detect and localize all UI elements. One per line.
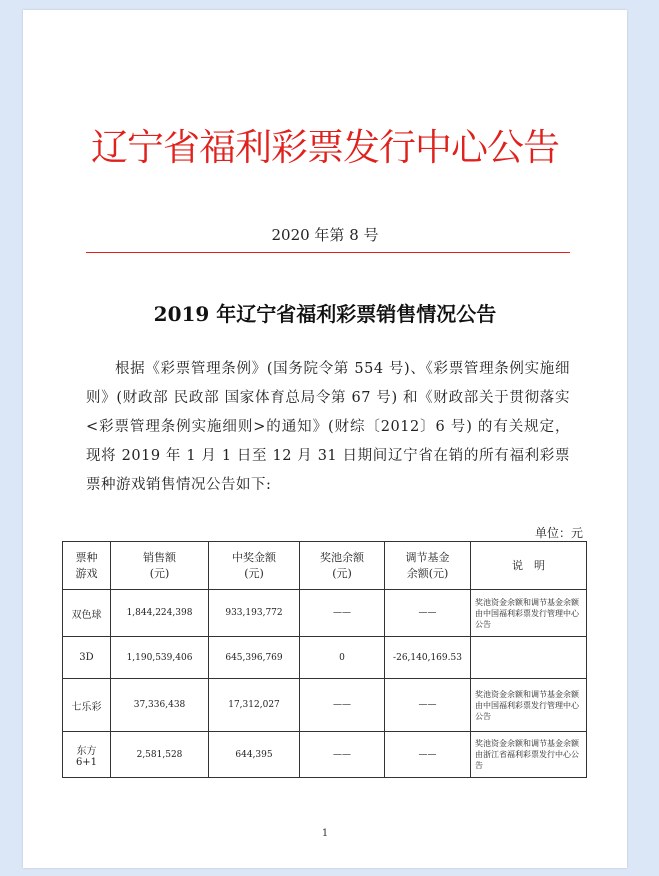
cell-sales: 37,336,438 bbox=[111, 679, 209, 732]
table-header-row bbox=[63, 542, 587, 590]
cell-fund: —— bbox=[385, 679, 471, 732]
cell-sales: 1,844,224,398 bbox=[111, 590, 209, 637]
cell-note: 奖池资金余额和调节基金余额由中国福利彩票发行管理中心公告 bbox=[471, 590, 587, 637]
cell-note: 奖池资金余额和调节基金余额由中国福利彩票发行管理中心公告 bbox=[471, 679, 587, 732]
header-jackpot: 奖池余额 (元) bbox=[300, 542, 385, 590]
header-prize: 中奖金额 (元) bbox=[209, 542, 300, 590]
cell-jackpot: —— bbox=[300, 590, 385, 637]
cell-prize: 933,193,772 bbox=[209, 590, 300, 637]
document-number: 2020 年第 8 号 bbox=[271, 226, 379, 244]
cell-note: 奖池资金余额和调节基金余额由浙江省福利彩票发行中心公告 bbox=[471, 732, 587, 778]
header-note: 说 明 bbox=[471, 542, 587, 590]
header-game: 票种 游戏 bbox=[63, 542, 111, 590]
cell-game: 3D bbox=[63, 637, 111, 679]
header-sales: 销售额 (元) bbox=[111, 542, 209, 590]
cell-game: 双色球 bbox=[63, 590, 111, 637]
cell-jackpot: 0 bbox=[300, 637, 385, 679]
table-row bbox=[63, 732, 587, 778]
cell-prize: 17,312,027 bbox=[209, 679, 300, 732]
cell-fund: —— bbox=[385, 732, 471, 778]
cell-jackpot: —— bbox=[300, 679, 385, 732]
cell-prize: 644,395 bbox=[209, 732, 300, 778]
unit-label: 单位：元 bbox=[534, 526, 583, 540]
cell-fund: —— bbox=[385, 590, 471, 637]
table-row bbox=[63, 590, 587, 637]
cell-prize: 645,396,769 bbox=[209, 637, 300, 679]
announcement-body: 根据《彩票管理条例》(国务院令第 554 号)、《彩票管理条例实施细则》(财政部 民政部 国家体育总局令第 67 号) 和《财政部关于贯彻落实<彩票管理条例实施细则>的通知》(财综〔2012〕6 号) 的有关规定，现将 2019 年 1 月 1 日至 12 月 31 日期间辽宁省在销的所有福利彩票票种游戏销售情况公告如下: bbox=[86, 361, 570, 493]
table-row bbox=[63, 637, 587, 679]
organization-title: 辽宁省福利彩票发行中心公告 bbox=[91, 126, 559, 169]
announcement-heading: 2019 年辽宁省福利彩票销售情况公告 bbox=[153, 302, 497, 326]
cell-game: 七乐彩 bbox=[63, 679, 111, 732]
header-fund: 调节基金 余额(元) bbox=[385, 542, 471, 590]
document-page bbox=[23, 10, 627, 868]
cell-sales: 2,581,528 bbox=[111, 732, 209, 778]
red-divider bbox=[86, 252, 570, 253]
cell-sales: 1,190,539,406 bbox=[111, 637, 209, 679]
cell-game: 东方 6+1 bbox=[63, 732, 111, 778]
cell-jackpot: —— bbox=[300, 732, 385, 778]
cell-fund: -26,140,169.53 bbox=[385, 637, 471, 679]
cell-note bbox=[471, 637, 587, 679]
sales-table bbox=[62, 541, 587, 778]
page-number: 1 bbox=[321, 828, 329, 839]
table-row bbox=[63, 679, 587, 732]
